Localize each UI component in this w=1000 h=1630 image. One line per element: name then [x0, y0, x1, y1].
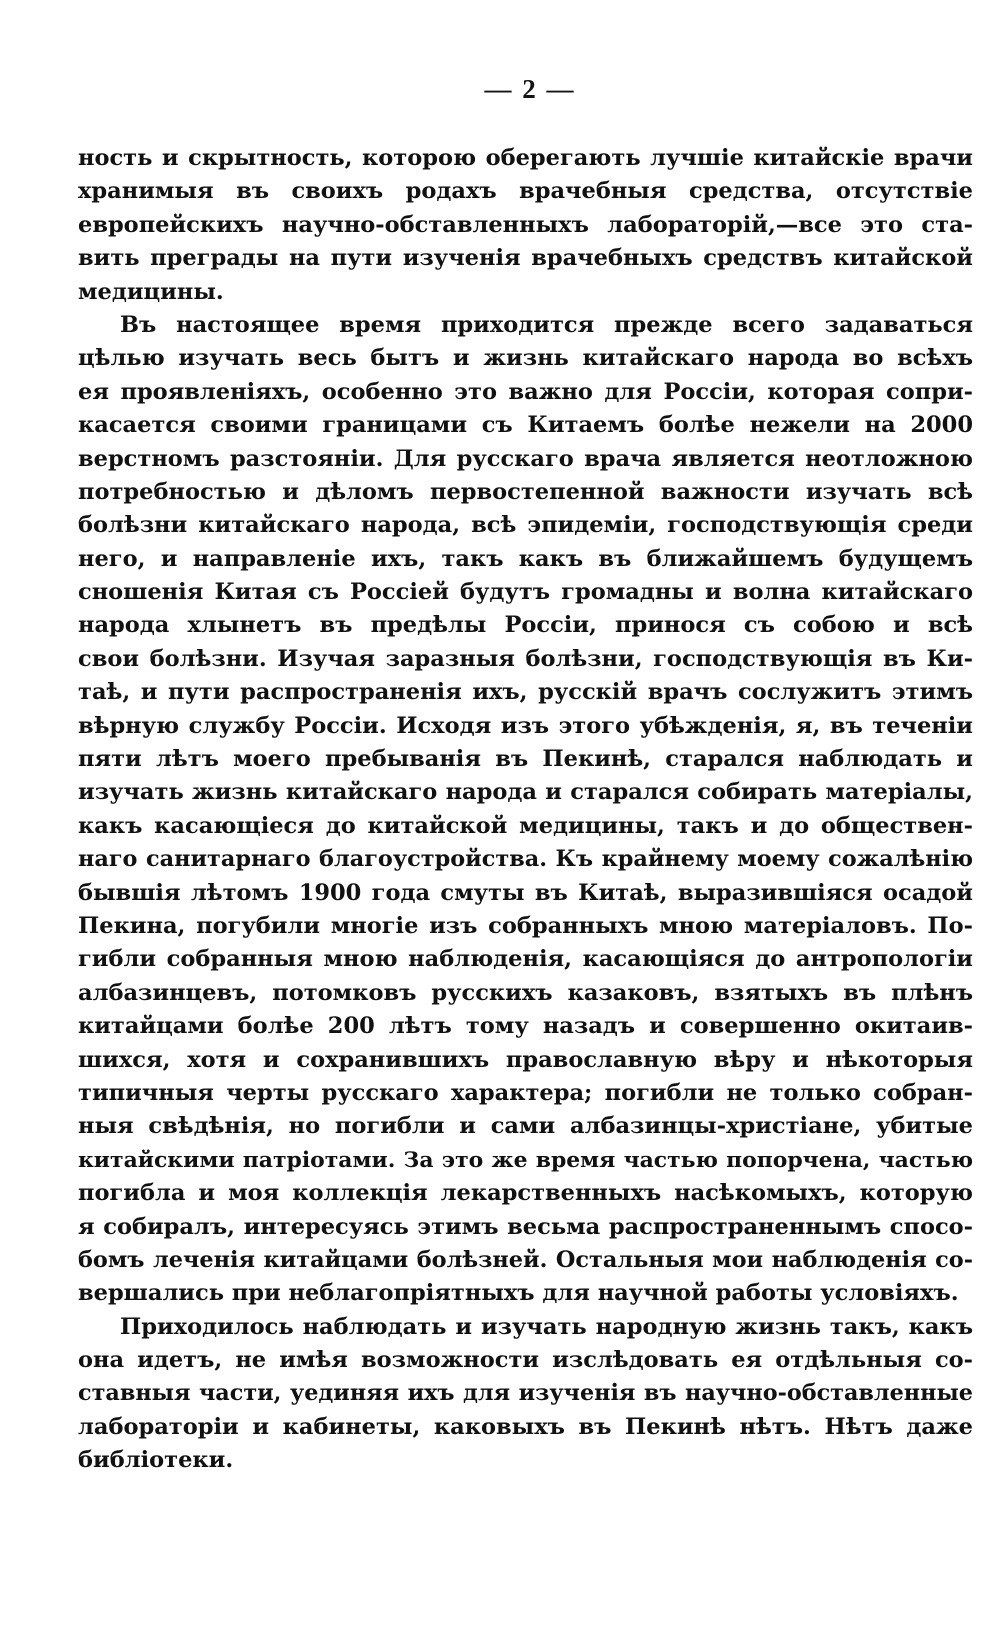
text-line: китайскими патріотами. За это же время частью попорчена, частью [78, 1146, 973, 1173]
text-line: она идетъ, не имѣя возможности изслѣдовать ея отдѣльныя со- [78, 1347, 973, 1374]
text-line: ность и скрытность, которою оберегають лучшіе китайскіе врачи [78, 145, 973, 171]
body-text [78, 142, 973, 1478]
text-line: него, и направленіе ихъ, такъ какъ въ ближайшемъ будущемъ [78, 545, 973, 572]
text-line: бомъ леченія китайцами болѣзней. Остальныя мои наблюденія со- [78, 1246, 973, 1273]
text-line: потребностью и дѣломъ первостепенной важности изучать всѣ [78, 478, 973, 505]
text-line: свои болѣзни. Изучая заразныя болѣзни, господствующія въ Ки- [78, 645, 973, 672]
text-line: ея проявленіяхъ, особенно это важно для Россіи, которая сопри- [78, 378, 973, 405]
text-line: вить преграды на пути изученія врачебныхъ средствъ китайской [78, 245, 973, 272]
text-line: албазинцевъ, потомковъ русскихъ казаковъ, взятыхъ въ плѣнъ [78, 979, 973, 1006]
text-line: болѣзни китайскаго народа, всѣ эпидеміи, господствующія среди [78, 512, 973, 539]
text-line: изучать жизнь китайскаго народа и старался собирать матеріалы, [78, 779, 973, 806]
text-line: лабораторіи и кабинеты, каковыхъ въ Пекинѣ нѣтъ. Нѣтъ даже [78, 1413, 973, 1440]
text-line: бывшія лѣтомъ 1900 года смуты въ Китаѣ, выразившіяся осадой [78, 879, 973, 906]
text-line: какъ касающіеся до китайской медицины, такъ и до обществен- [78, 812, 973, 839]
text-line: ныя свѣдѣнія, но погибли и сами албазинцы-христіане, убитые [78, 1113, 973, 1140]
text-line: медицины. [78, 278, 224, 305]
text-line: вершались при неблагопріятныхъ для научной работы условіяхъ. [78, 1280, 959, 1307]
text-line: таѣ, и пути распространенія ихъ, русскій врачъ сослужитъ этимъ [78, 679, 973, 706]
text-line: европейскихъ научно-обставленныхъ лабораторій,—все это ста- [78, 211, 973, 238]
text-line: пяти лѣтъ моего пребыванія въ Пекинѣ, старался наблюдать и [78, 746, 973, 773]
text-line: Въ настоящее время приходится прежде всего задаваться [120, 311, 973, 338]
text-line: наго санитарнаго благоустройства. Къ крайнему моему сожалѣнію [78, 846, 973, 873]
text-line: Приходилось наблюдать и изучать народную жизнь такъ, какъ [120, 1313, 973, 1340]
text-line: вѣрную службу Россіи. Исходя изъ этого убѣжденія, я, въ теченіи [78, 712, 973, 739]
text-line: касается своими границами съ Китаемъ болѣе нежели на 2000 [78, 412, 973, 439]
text-line: верстномъ разстояніи. Для русскаго врача является неотложною [78, 445, 973, 472]
paragraph-1 [78, 142, 973, 309]
text-line: я собиралъ, интересуясь этимъ весьма распространеннымъ спосо- [78, 1213, 973, 1240]
text-line: гибли собранныя мною наблюденія, касающіяся до антропологіи [78, 946, 973, 973]
page-number: — 2 — [484, 74, 576, 104]
text-line: цѣлью изучать весь бытъ и жизнь китайскаго народа во всѣхъ [78, 345, 973, 372]
text-line: ставныя части, уединяя ихъ для изученія въ научно-обставленные [78, 1380, 973, 1407]
text-line: сношенія Китая съ Россіей будутъ громадны и волна китайскаго [78, 579, 973, 606]
text-line: народа хлынетъ въ предѣлы Россіи, принося съ собою и всѣ [78, 612, 973, 639]
paragraph-3 [78, 1311, 973, 1478]
text-line: библіотеки. [78, 1447, 234, 1474]
text-line: типичныя черты русскаго характера; погибли не только собран- [78, 1079, 973, 1106]
paragraph-2 [78, 309, 973, 1311]
text-line: китайцами болѣе 200 лѣтъ тому назадъ и совершенно окитаив- [78, 1013, 973, 1040]
text-line: Пекина, погубили многіе изъ собранныхъ мною матеріаловъ. По- [78, 912, 973, 939]
text-line: погибла и моя коллекція лекарственныхъ насѣкомыхъ, которую [78, 1180, 973, 1207]
text-line: хранимыя въ своихъ родахъ врачебныя средства, отсутствіе [78, 178, 973, 205]
text-line: шихся, хотя и сохранившихъ православную вѣру и нѣкоторыя [78, 1046, 973, 1073]
